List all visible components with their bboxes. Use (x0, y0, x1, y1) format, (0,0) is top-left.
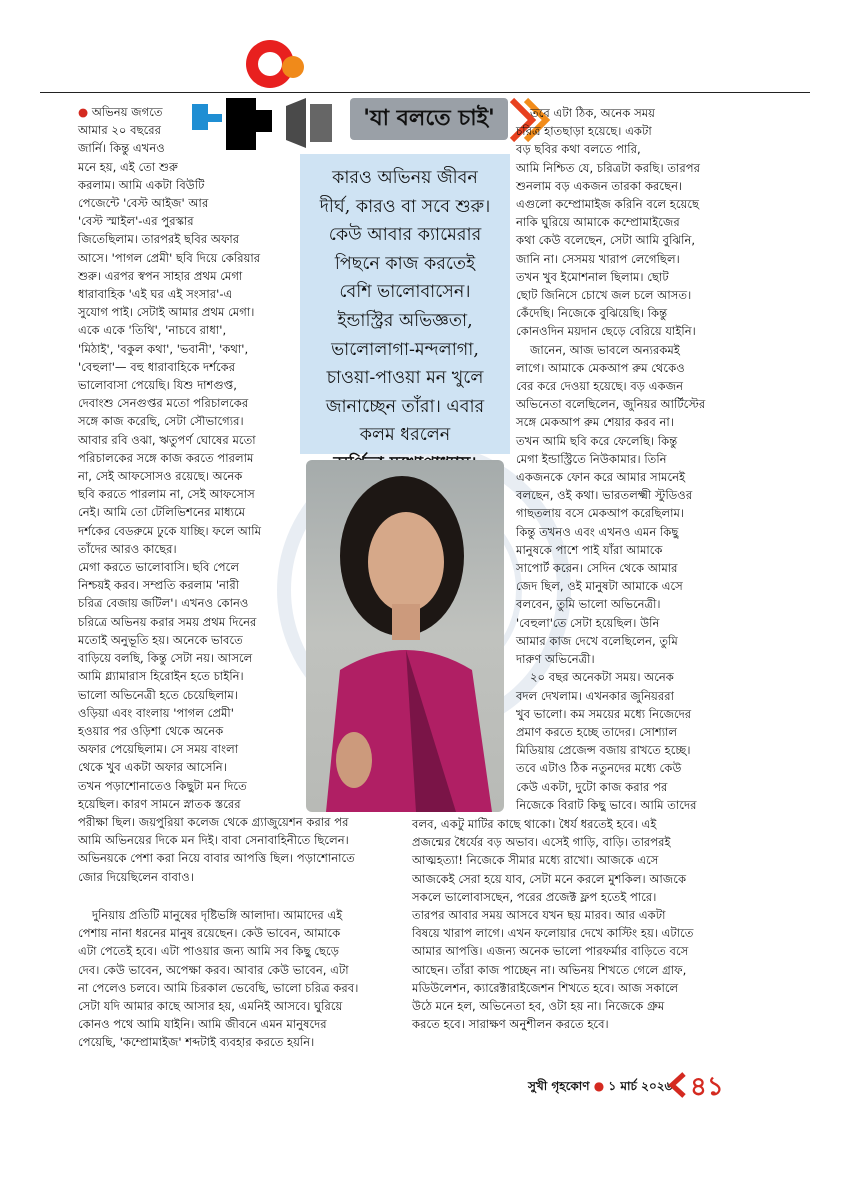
text-line: মডিউলেশন, ক্যারেক্টারাইজেশন শিখতে হবে। আজ সকালে (412, 980, 679, 995)
text-line: অভিনয়কে পেশা করা নিয়ে বাবার আপত্তি ছিল। পড়াশোনাতে (78, 851, 355, 866)
intro-line: চাওয়া-পাওয়া মন খুলে (326, 368, 484, 389)
text-line: মনে হয়, এই তো শুরু (78, 159, 178, 174)
issue-date: ১ মার্চ ২০২৬ (608, 1079, 673, 1093)
text-line: লাগে। আমাকে মেকআপ রুম থেকেও (516, 360, 685, 375)
text-line: বলছেন, ওই কথা। ভারতলক্ষ্মী স্টুডিওর (516, 488, 693, 503)
page-chevron-icon (668, 1072, 688, 1098)
text-line: ২০ বছর অনেকটা সময়। অনেক (530, 670, 674, 685)
text-line: ছোট জিনিসে চোখে জল চলে আসত। (516, 288, 692, 303)
text-line: শুনলাম বড় একজন তারকা করছেন। (516, 178, 683, 193)
text-line: আবার রবি ওঝা, ঋতুপর্ণ ঘোষের মতো (78, 432, 256, 447)
left-column (78, 103, 355, 886)
intro-line: ভালোলাগা-মন্দলাগা, (331, 339, 479, 360)
text-line: সঙ্গে মেকআপ রুম শেয়ার করব না। (516, 415, 674, 430)
text-line: আমি অভিনয়ের দিকে মন দিই। বাবা সেনাবাহিনীতে ছিলেন। (78, 833, 349, 848)
text-line: আমি গ্ল্যামারাস হিরোইন হতে চাইনি। (78, 669, 244, 684)
text-line: মিডিয়ায় প্রেজেন্স বজায় রাখতে হচ্ছে। (516, 743, 691, 758)
text-line: পরীক্ষা ছিল। জয়পুরিয়া কলেজ থেকে গ্র্যাজুয়েশন করার পর (78, 814, 349, 829)
text-line: না পেলেও চলবে। আমি চিরকাল ভেবেছি, ভালো চরিত্র করব। (78, 980, 359, 995)
text-line: 'মিঠাই', 'বকুল কথা', 'ভবানী', 'কথা', (78, 341, 249, 356)
text-line: ধারাবাহিক 'এই ঘর এই সংসার'-এ (78, 287, 233, 302)
text-line: অভিনয় জগতে (91, 105, 163, 119)
text-line: জিতেছিলাম। তারপরই ছবির অফার (78, 232, 240, 247)
intro-line: পিছনে কাজ করতেই (334, 253, 476, 274)
text-line: দর্শকের বেডরুমে ঢুকে যাচ্ছি। ফলে আমি (78, 523, 262, 538)
text-line: কোনওদিন ময়দান ছেড়ে বেরিয়ে যাইনি। (516, 324, 696, 339)
intro-line: কারও অভিনয় জীবন (332, 168, 478, 188)
text-line: হয়েছিল। কারণ সামনে স্নাতক স্তরের (78, 796, 241, 811)
text-line: শুরু। এরপর স্বপন সাহার প্রথম মেগা (78, 268, 243, 283)
text-line: প্রজন্মের ধৈর্যের বড় অভাব। এসেই গাড়ি, বাড়ি। তারপরই (412, 835, 671, 850)
page-footer (528, 1078, 672, 1098)
text-line: জানি না। সেসময় খারাপ লেগেছিল। (516, 251, 680, 266)
text-line: ভালো অভিনেত্রী হতে চেয়েছিলাম। (78, 687, 238, 702)
text-line: মেগা ইন্ডাস্ট্রিতে নিউকামার। তিনি (516, 451, 667, 466)
text-line: তাঁদের আরও কাছের। (78, 541, 177, 556)
text-line: বাড়িয়ে বলছি, কিন্তু সেটা নয়। আসলে (78, 651, 253, 666)
text-line: সেটা যদি আমার কাছে আসার হয়, এমনিই আসবে। ঘুরিয়ে (78, 999, 343, 1014)
text-line: মানুষকে পাশে পাই যাঁরা আমাকে (516, 542, 663, 557)
text-line: চরিত্রে অভিনয় করার সময় প্রথম দিনের (78, 614, 257, 629)
text-line: নেই। আমি তো টেলিভিশনের মাধ্যমে (78, 505, 246, 520)
text-line: পেশায় নানা ধরনের মানুষ রয়েছেন। কেউ ভাবেন, আমাকে (78, 926, 341, 941)
magazine-name: সুখী গৃহকোণ (528, 1079, 590, 1093)
text-line: এগুলো কম্প্রোমাইজ করিনি বলে হয়েছে (516, 197, 700, 212)
left-bottom-block (78, 906, 406, 1052)
text-line: আত্মহত্যা! নিজেকে সীমার মধ্যে রাখো। আজকে এসে (412, 853, 659, 868)
text-line: আমার কাজ দেখে বলেছিলেন, তুমি (516, 633, 678, 648)
right-bottom-block (412, 815, 764, 1033)
text-line: আমার ২০ বছরের (78, 123, 162, 138)
text-line: বদল দেখলাম। এখনকার জুনিয়ররা (516, 688, 674, 703)
text-line: সকলে ভালোবাসছেন, পরের প্রজেক্ট ফ্লপ হতেই পারে। (412, 889, 657, 904)
right-column (516, 104, 760, 814)
text-line: কিন্তু তখনও এবং এখনও এমন কিছু (516, 524, 679, 539)
text-line: অফার পেয়েছিলাম। সে সময় বাংলা (78, 742, 239, 757)
text-line: উঠে মনে হল, অভিনেতা হব, ওটা হয় না। নিজেকে গ্রুম (412, 999, 665, 1014)
intro-line: দীর্ঘ, কারও বা সবে শুরু। (319, 196, 491, 217)
text-line: বলব, একটু মাটির কাছে থাকো। ধৈর্য ধরতেই হবে। এই (412, 817, 657, 831)
text-line: সঙ্গে কাজ করেছি, সেটা সৌভাগ্যের। (78, 414, 244, 429)
text-line: তবে এটা ঠিক, অনেক সময় (530, 106, 656, 120)
text-line: জেদ ছিল, ওই মানুষটা আমাকে এসে (516, 579, 683, 594)
text-line: কেঁদেছি। নিজেকে বুঝিয়েছি। কিন্তু (516, 306, 668, 321)
text-line: আজকেই সেরা হয়ে যাব, সেটা মনে করলে মুশকিল। আজকে (412, 871, 687, 886)
text-line: ভালোবাসা পেয়েছি। যিশু দাশগুপ্ত, (78, 378, 237, 393)
text-line: গাছতলায় বসে মেকআপ করেছিলাম। (516, 506, 685, 521)
text-line: তারপর আবার সময় আসবে যখন ছয় মারব। আর একটা (412, 908, 666, 923)
text-line: একজনকে ফোন করে আমার সামনেই (516, 470, 686, 485)
text-line: তখন খুব ইমোশনাল ছিলাম। ছোট (516, 269, 669, 284)
text-line: দারুণ অভিনেত্রী। (516, 652, 595, 667)
page-number: ৪১ (690, 1072, 724, 1102)
text-line: করতে হবে। সারাক্ষণ অনুশীলন করতে হবে। (412, 1017, 609, 1032)
logo-dot-icon (282, 56, 304, 78)
text-line: হওয়ার পর ওড়িশা থেকে অনেক (78, 723, 224, 738)
intro-text (300, 164, 510, 479)
text-line: বড় ছবির কথা বলতে পারি, (516, 142, 641, 157)
text-line: দুনিয়ায় প্রতিটি মানুষের দৃষ্টিভঙ্গি আলাদা। আমাদের এই (92, 908, 343, 922)
text-line: খুব ভালো। কম সময়ের মধ্যে নিজেদের (516, 706, 692, 721)
intro-line: কলম ধরলেন (359, 425, 451, 446)
text-line: পেজেন্টে 'বেস্ট আইজ' আর (78, 196, 209, 211)
text-line: না, সেই আফসোসও রয়েছে। অনেক (78, 469, 243, 484)
text-line: চরিত্র হাতছাড়া হয়েছে। একটা (516, 124, 652, 139)
text-line: দেব। কেউ ভাবেন, অপেক্ষা করব। আবার কেউ ভাবেন, এটা (78, 962, 349, 977)
text-line: সুযোগ পাই। সেটাই আমার প্রথম মেগা। (78, 305, 255, 320)
text-line: 'বেহুলা'তে সেটা হয়েছিল। উনি (516, 615, 660, 630)
text-line: থেকে খুব একটা অফার আসেনি। (78, 760, 227, 775)
intro-line: জানাচ্ছেন তাঁরা। এবার (325, 396, 485, 417)
text-line: প্রমাণ করতে হচ্ছে তাদের। সোশ্যাল (516, 724, 678, 739)
text-line: এটা পেতেই হবে। এটা পাওয়ার জন্য আমি সব কিছু ছেড়ে (78, 944, 339, 959)
text-line: বিষয়ে খারাপ লাগে। এখন ফলোয়ার দেখে কাস্টিং হয়। এটাতে (412, 926, 694, 941)
text-line: তবে এটাও ঠিক নতুনদের মধ্যে কেউ (516, 761, 682, 776)
text-line: কেউ একটা, দুটো কাজ করার পর (516, 779, 668, 794)
text-line: দেবাংশু সেনগুপ্তর মতো পরিচালকের (78, 396, 249, 411)
footer-dot-icon: ● (593, 1079, 609, 1093)
intro-line: ইন্ডাস্ট্রির অভিজ্ঞতা, (337, 310, 473, 331)
text-line: বলবেন, তুমি ভালো অভিনেত্রী। (516, 597, 661, 612)
portrait-photo (306, 460, 504, 812)
text-line: চরিত্র বেজায় জটিল'। এখনও কোনও (78, 596, 249, 611)
article-title: 'যা বলতে চাই' (350, 98, 508, 140)
text-line: করলাম। আমি একটা বিউটি (78, 177, 205, 192)
intro-line: কেউ আবার ক্যামেরার (328, 225, 482, 246)
text-line: মেগা করতে ভালোবাসি। ছবি পেলে (78, 560, 239, 575)
text-line: ওড়িয়া এবং বাংলায় 'পাগল প্রেমী' (78, 705, 234, 720)
text-line: আমার আপত্তি। এজন্য অনেক ভালো পারফর্মার বাড়িতে বসে (412, 944, 689, 959)
text-line: আসে। 'পাগল প্রেমী' ছবি দিয়ে কেরিয়ার (78, 250, 261, 265)
text-line: আছেন। তাঁরা কাজ পাচ্ছেন না। অভিনয় শিখতে গেলে গ্রাফ, (412, 962, 687, 977)
portrait-figure-icon (306, 460, 504, 812)
text-line: তখন আমি ছবি করে ফেলেছি। কিন্তু (516, 433, 678, 448)
bullet-dot-icon: ● (78, 105, 92, 119)
text-line: কোনও পথে আমি যাইনি। আমি জীবনে এমন মানুষদের (78, 1017, 327, 1032)
text-line: ছবি করতে পারলাম না, সেই আফসোস (78, 487, 255, 502)
text-line: আমি নিশ্চিত যে, চরিত্রটা করছি। তারপর (516, 160, 701, 175)
intro-line: বেশি ভালোবাসেন। (339, 282, 471, 303)
text-line: একে একে 'তিথি', 'নাচবে রাধা', (78, 323, 227, 338)
text-line: পরিচালকের সঙ্গে কাজ করতে পারলাম (78, 450, 254, 465)
text-line: জোর দিয়েছিলেন বাবাও। (78, 869, 194, 884)
text-line: নিশ্চয়ই করব। সম্প্রতি করলাম 'নারী (78, 578, 240, 593)
text-line: পেয়েছি, 'কম্প্রোমাইজ' শব্দটাই ব্যবহার করতে হয়নি। (78, 1035, 315, 1050)
text-line: নাকি ঘুরিয়ে আমাকে কম্প্রোমাইজের (516, 215, 680, 230)
text-line: মতোই অনুভূতি হয়। অনেকে ভাবতে (78, 632, 243, 647)
top-rule (40, 92, 810, 93)
text-line: জার্নি। কিন্তু এখনও (78, 141, 165, 156)
text-line: বের করে দেওয়া হয়েছে। বড় একজন (516, 379, 683, 394)
text-line: নিজেকে বিরাট কিছু ভাবে। আমি তাদের (516, 797, 697, 812)
text-line: কথা কেউ বলেছেন, সেটা আমি বুঝিনি, (516, 233, 696, 248)
text-line: অভিনেতা বলেছিলেন, জুনিয়র আর্টিস্টের (516, 397, 706, 412)
text-line: জানেন, আজ ভাবলে অন্যরকমই (530, 342, 680, 357)
text-line: সাপোর্ট করেন। সেদিন থেকে আমার (516, 561, 678, 576)
text-line: 'বেহুলা'— বহু ধারাবাহিকে দর্শকের (78, 359, 236, 374)
text-line: তখন পড়াশোনাতেও কিছুটা মন দিতে (78, 778, 247, 793)
text-line: 'বেস্ট স্মাইল'-এর পুরস্কার (78, 214, 194, 229)
